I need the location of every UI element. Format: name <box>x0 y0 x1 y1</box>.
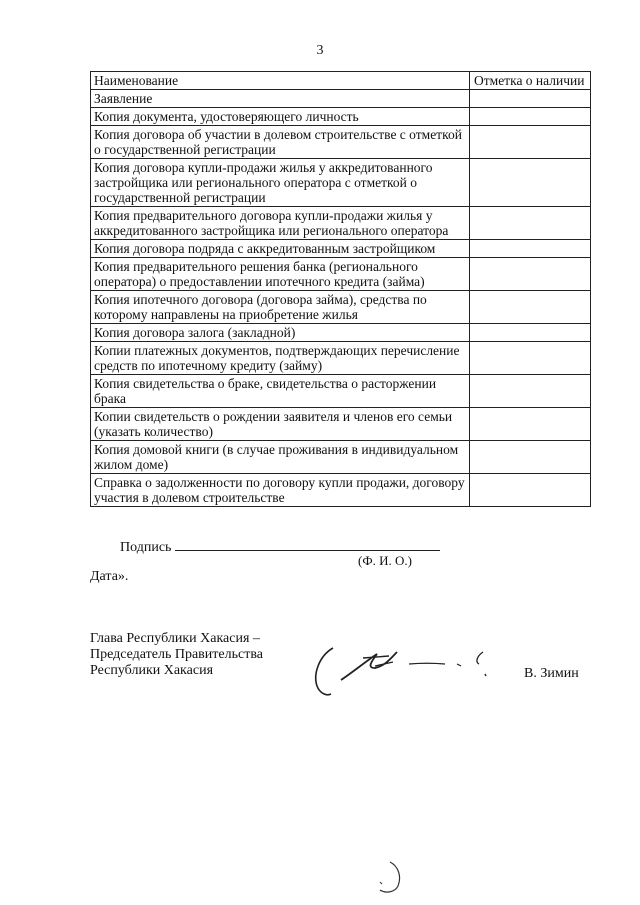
position-line: Председатель Правительства <box>90 647 263 662</box>
document-name-cell: Копия договора купли-продажи жилья у аккредитованного застройщика или регионального оператора с отметкой о государственной регистрации <box>91 159 470 207</box>
availability-mark-cell <box>470 240 591 258</box>
availability-mark-cell <box>470 90 591 108</box>
table-row <box>91 408 591 441</box>
availability-mark-cell <box>470 126 591 159</box>
document-name-cell: Копия договора об участии в долевом строительстве с отметкой о государственной регистрации <box>91 126 470 159</box>
availability-mark-cell <box>470 375 591 408</box>
table-row <box>91 240 591 258</box>
availability-mark-cell <box>470 108 591 126</box>
availability-mark-cell <box>470 474 591 507</box>
table-row <box>91 375 591 408</box>
documents-table <box>90 71 591 507</box>
table-row <box>91 159 591 207</box>
document-name-cell: Копия документа, удостоверяющего личность <box>91 108 470 126</box>
availability-mark-cell <box>470 159 591 207</box>
document-name-cell: Копия предварительного договора купли-продажи жилья у аккредитованного застройщика или регионального оператора <box>91 207 470 240</box>
table-row <box>91 126 591 159</box>
document-name-cell: Копия ипотечного договора (договора займа), средства по которому направлены на приобретение жилья <box>91 291 470 324</box>
availability-mark-cell <box>470 207 591 240</box>
table-row <box>91 207 591 240</box>
official-position <box>90 631 263 679</box>
scan-mark <box>372 858 408 898</box>
table-row <box>91 441 591 474</box>
document-name-cell: Копия домовой книги (в случае проживания в индивидуальном жилом доме) <box>91 441 470 474</box>
table-header-row <box>91 72 591 90</box>
page-number: 3 <box>316 43 324 58</box>
document-name-cell: Заявление <box>91 90 470 108</box>
availability-mark-cell <box>470 258 591 291</box>
availability-mark-cell <box>470 291 591 324</box>
signature-label: Подпись <box>120 540 172 555</box>
availability-mark-cell <box>470 408 591 441</box>
availability-mark-cell <box>470 342 591 375</box>
document-name-cell: Копия свидетельства о браке, свидетельства о расторжении брака <box>91 375 470 408</box>
fio-hint: (Ф. И. О.) <box>358 553 412 568</box>
column-header-name: Наименование <box>91 72 470 90</box>
handwritten-signature <box>305 628 505 708</box>
position-line: Республики Хакасия <box>90 663 214 678</box>
document-name-cell: Справка о задолженности по договору купли продажи, договору участия в долевом строительстве <box>91 474 470 507</box>
table-row <box>91 342 591 375</box>
document-name-cell: Копии свидетельств о рождении заявителя и членов его семьи (указать количество) <box>91 408 470 441</box>
date-label: Дата». <box>90 569 129 584</box>
table-row <box>91 324 591 342</box>
signer-name: В. Зимин <box>524 666 579 681</box>
table-row <box>91 108 591 126</box>
document-name-cell: Копии платежных документов, подтверждающих перечисление средств по ипотечному кредиту (займу) <box>91 342 470 375</box>
document-name-cell: Копия договора подряда с аккредитованным застройщиком <box>91 240 470 258</box>
availability-mark-cell <box>470 324 591 342</box>
availability-mark-cell <box>470 441 591 474</box>
table-row <box>91 291 591 324</box>
document-name-cell: Копия договора залога (закладной) <box>91 324 470 342</box>
signature-line <box>175 538 440 551</box>
table-row <box>91 90 591 108</box>
table-row <box>91 258 591 291</box>
table-row <box>91 474 591 507</box>
position-line: Глава Республики Хакасия – <box>90 631 260 646</box>
column-header-mark: Отметка о наличии <box>470 72 591 90</box>
document-name-cell: Копия предварительного решения банка (регионального оператора) о предоставлении ипотечного кредита (займа) <box>91 258 470 291</box>
